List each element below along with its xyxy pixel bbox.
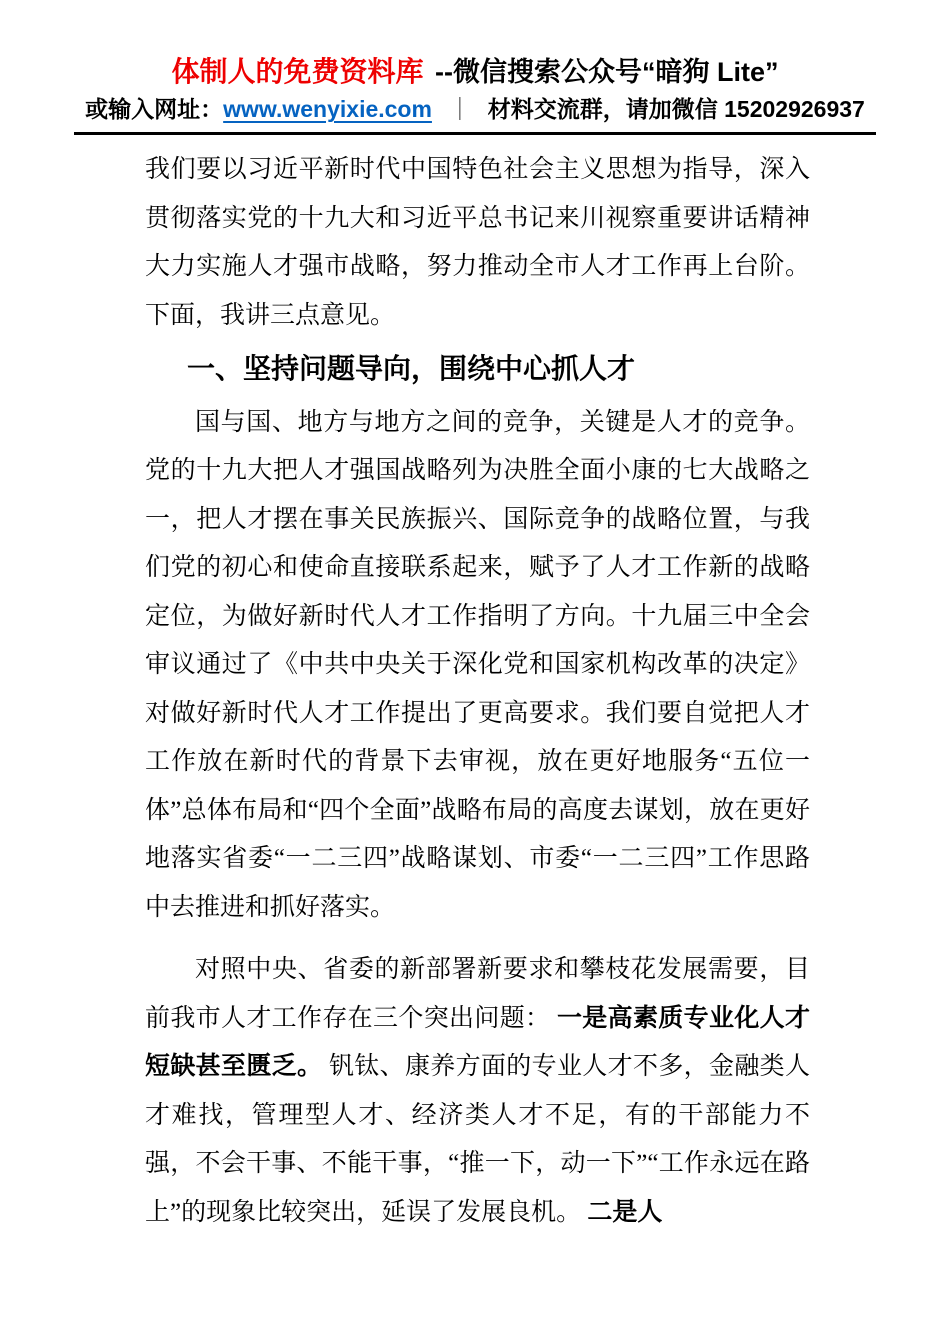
brand-title: 体制人的免费资料库 xyxy=(171,56,424,87)
header-line-1 xyxy=(0,56,950,88)
brand-tagline: --微信搜索公众号“暗狗 Lite” xyxy=(435,57,779,87)
url-prompt: 或输入网址： xyxy=(85,96,224,122)
problem-one-label: 一是高素质专业化人才短缺甚至匮乏。 xyxy=(145,1004,810,1080)
section-heading-one: 一、坚持问题导向，围绕中心抓人才 xyxy=(187,353,636,384)
website-link[interactable]: www.wenyixie.com xyxy=(223,96,432,122)
header-line-2 xyxy=(0,95,950,123)
problem-two-label: 二是人 xyxy=(587,1198,663,1226)
problem-one-detail: 钒钛、康养方面的专业人才不多，金融类人才难找，管理型人才、经济类人才不足，有的干部能力不强，不会干事、不能干事，“推一下，动一下”“工作永远在路上”的现象比较突出，延误了发展良机。 xyxy=(145,1053,810,1226)
separator-bar: ｜ xyxy=(448,96,472,122)
document-body xyxy=(145,146,810,1237)
wechat-contact-info: 材料交流群，请加微信 15202926937 xyxy=(487,96,865,122)
promo-header xyxy=(0,0,950,135)
paragraph-strategy: 国与国、地方与地方之间的竞争，关键是人才的竞争。党的十九大把人才强国战略列为决胜全面小康的七大战略之一，把人才摆在事关民族振兴、国际竞争的战略位置，与我们党的初心和使命直接联系起来，赋予了人才工作新的战略定位，为做好新时代人才工作指明了方向。十九届三中全会审议通过了《中共中央关于深化党和国家机构改革的决定》对做好新时代人才工作提出了更高要求。我们要自觉把人才工作放在新时代的背景下去审视，放在更好地服务“五位一体”总体布局和“四个全面”战略布局的高度去谋划，放在更好地落实省委“一二三四”战略谋划、市委“一二三四”工作思路中去推进和抓好落实。 xyxy=(145,408,810,921)
paragraph-intro: 我们要以习近平新时代中国特色社会主义思想为指导，深入贯彻落实党的十九大和习近平总书记来川视察重要讲话精神大力实施人才强市战略，努力推动全市人才工作再上台阶。下面，我讲三点意见。 xyxy=(145,156,810,329)
problems-lead: 对照中央、省委的新部署新要求和攀枝花发展需要，目前我市人才工作存在三个突出问题： xyxy=(145,956,810,1032)
paragraph-problems xyxy=(145,946,810,1237)
header-divider xyxy=(74,132,876,135)
